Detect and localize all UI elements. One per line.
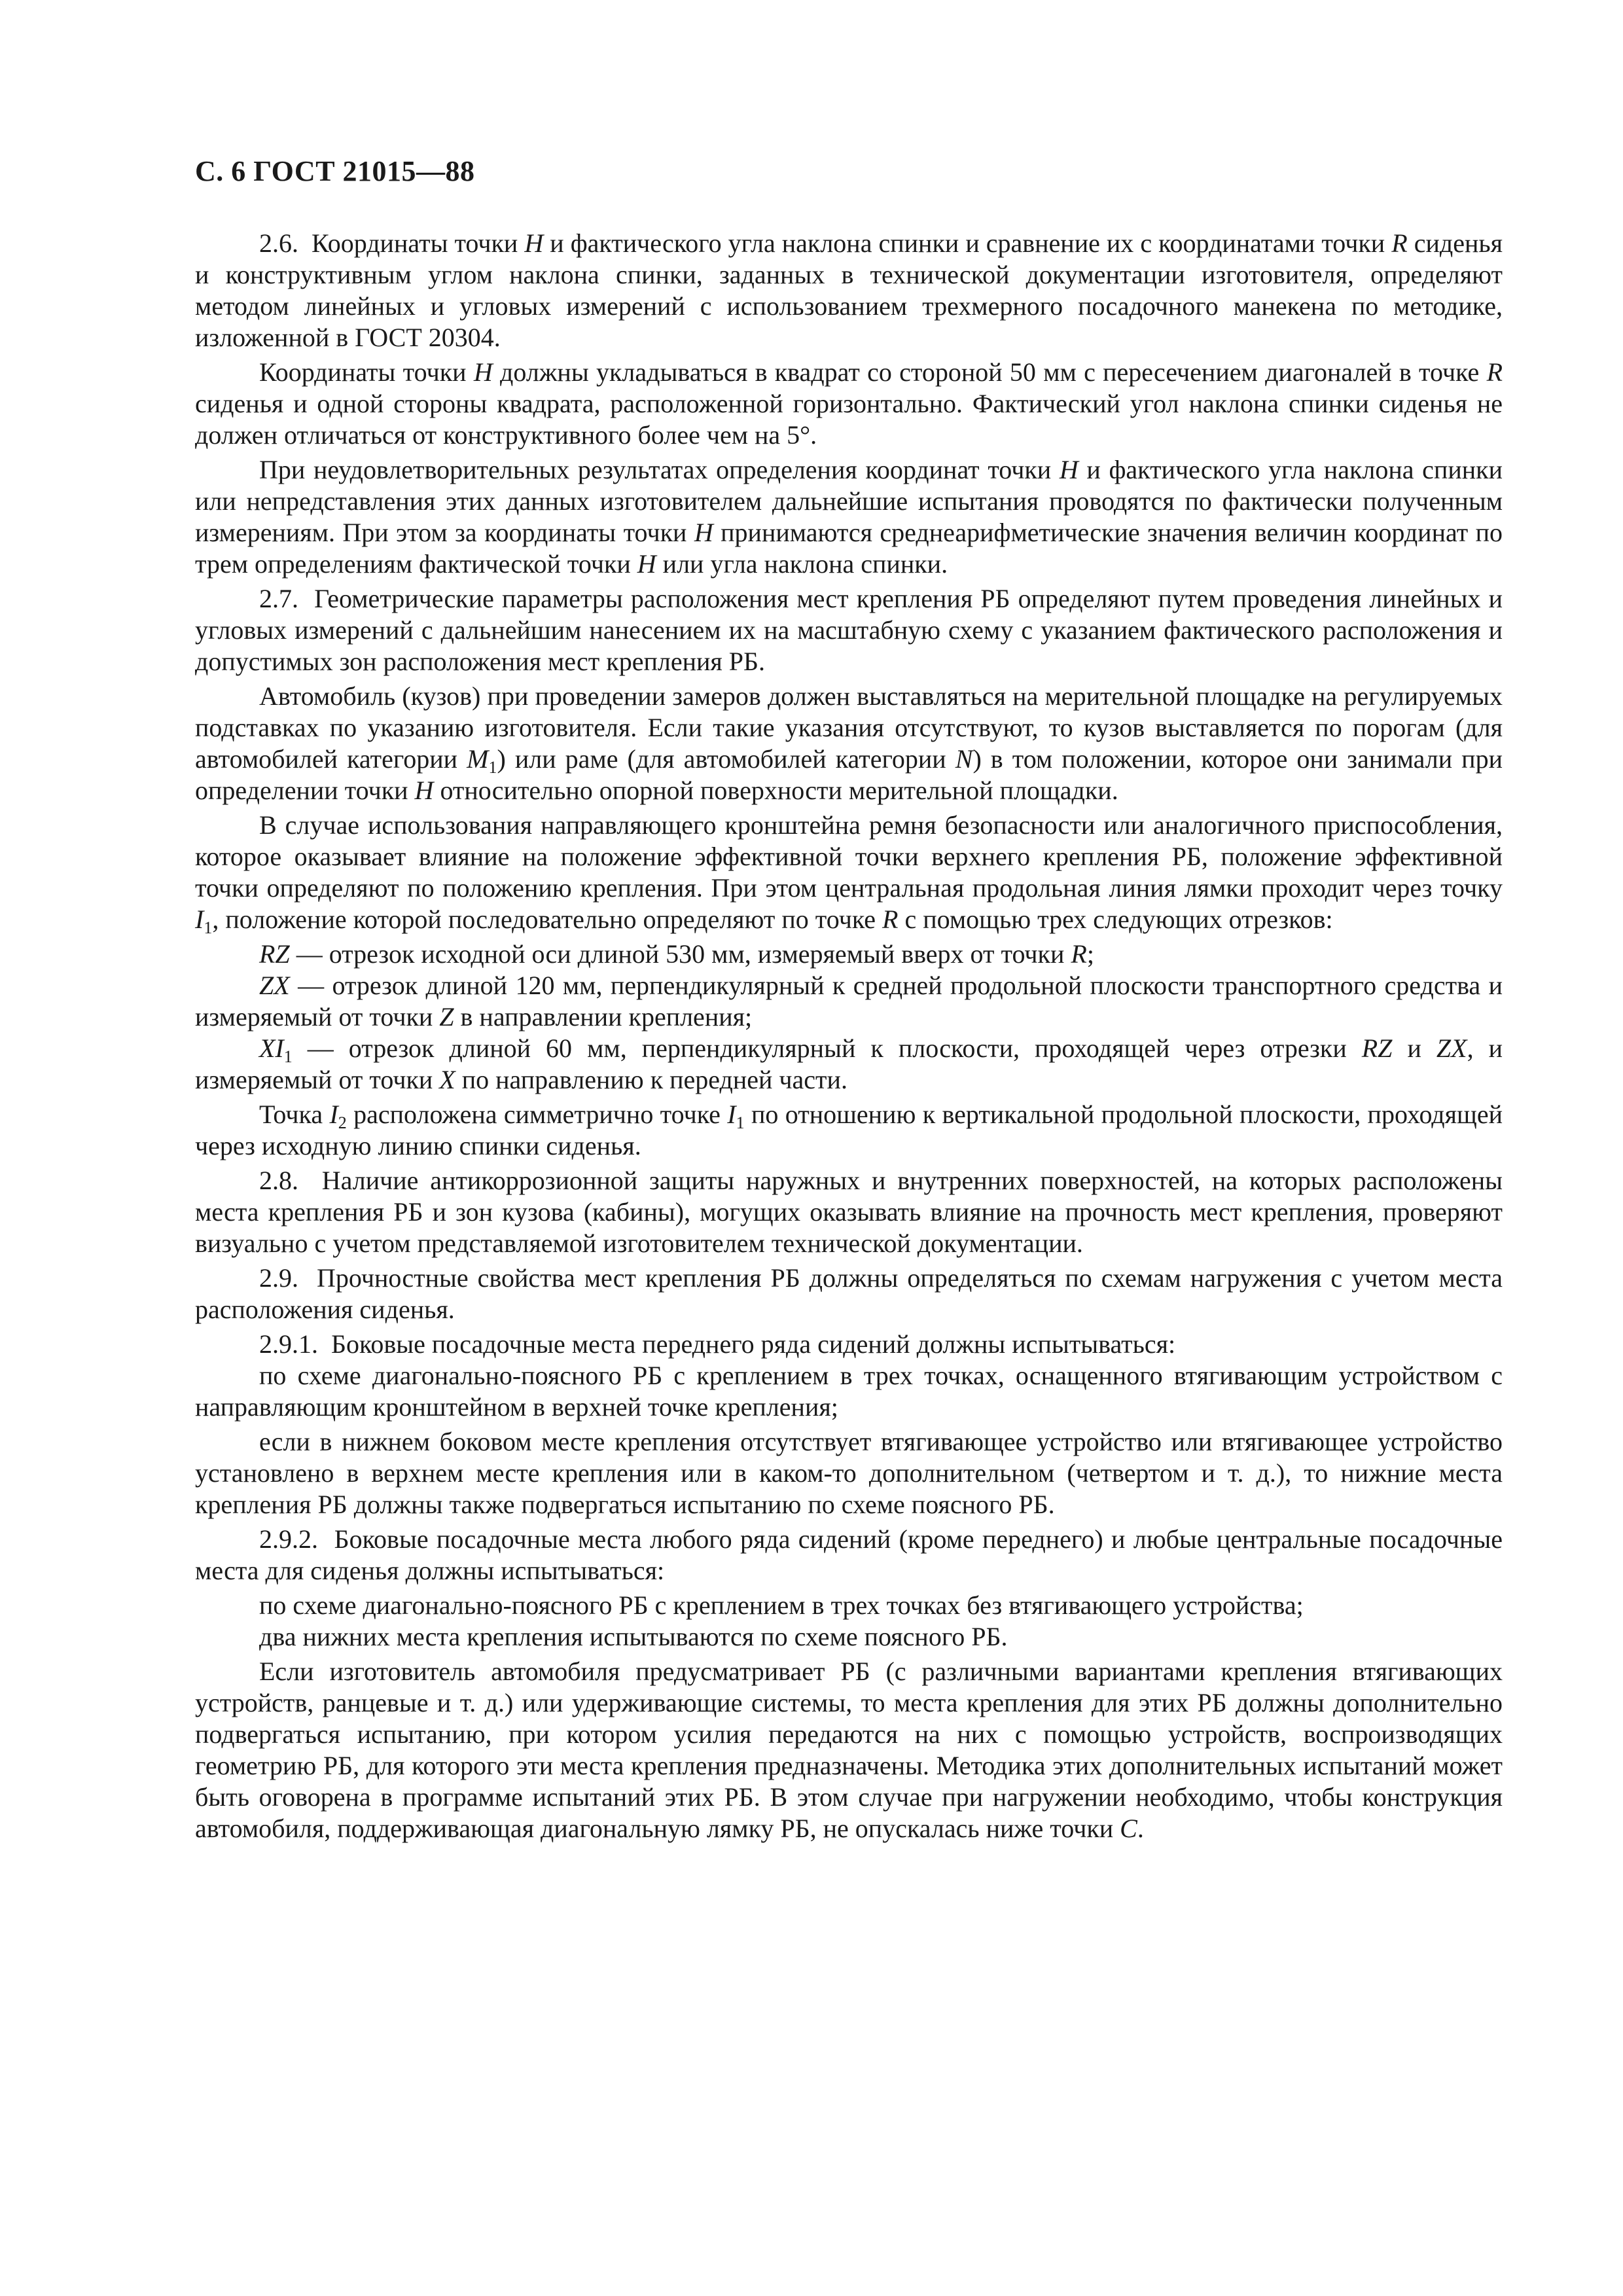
segment-rz: RZ — отрезок исходной оси длиной 530 мм, измеряемый вверх от точки R; xyxy=(259,939,1094,969)
paragraph-h-point-square: Координаты точки H должны укладываться в квадрат со стороной 50 мм с пересечением диагоналей в точке R сиденья и одной стороны квадрата, расположенной горизонтально. Фактический угол наклона спинки сиденья не должен отличаться от конструктивного более чем на 5°. xyxy=(195,357,1503,450)
paragraph-additional-tests: Если изготовитель автомобиля предусматривает РБ (с различными вариантами крепления втягивающих устройств, ранцевые и т. д.) или удерживающие системы, то места крепления для этих РБ должны дополнительно подвергаться испытанию, при котором усилия передаются на них с помощью устройств, воспроизводящих геометрию РБ, для которого эти места крепления предназначены. Методика этих дополнительных испытаний может быть оговорена в программе испытаний этих РБ. В этом случае при нагружении необходимо, чтобы конструкция автомобиля, поддерживающая диагональную лямку РБ, не опускалась ниже точки C. xyxy=(195,1657,1503,1843)
segment-zx: ZX — отрезок длиной 120 мм, перпендикулярный к средней продольной плоскости транспортного средства и измеряемый от точки Z в направлении крепления; xyxy=(195,971,1503,1031)
paragraph-2-9-2: 2.9.2. Боковые посадочные места любого ряда сидений (кроме переднего) и любые центральные посадочные места для сиденья должны испытываться: xyxy=(195,1524,1503,1585)
paragraph-2-8: 2.8. Наличие антикоррозионной защиты наружных и внутренних поверхностей, на которых расположены места крепления РБ и зон кузова (кабины), могущих оказывать влияние на прочность мест крепления, проверяют визуально с учетом представляемой изготовителем технической документации. xyxy=(195,1166,1503,1258)
paragraph-unsatisfactory-results: При неудовлетворительных результатах определения координат точки H и фактического угла наклона спинки или непредставления этих данных изготовителем дальнейшие испытания проводятся по фактически полученным измерениям. При этом за координаты точки H принимаются среднеарифметические значения величин координат по трем определениям фактической точки H или угла наклона спинки. xyxy=(195,455,1503,579)
segment-xi1: $XI_1$ — отрезок длиной 60 мм, перпендикулярный к плоскости, проходящей через отрезки RZ и ZX, и измеряемый от точки X по направлению к передней части. xyxy=(195,1033,1503,1094)
paragraph-two-lower-anchorages: два нижних места крепления испытываются по схеме поясного РБ. xyxy=(259,1622,1008,1651)
paragraph-2-6: 2.6. Координаты точки H и фактического угла наклона спинки и сравнение их с координатами точки R сиденья и конструктивным углом наклона спинки, заданных в технической документации изготовителя, определяют методом линейных и угловых измерений с использованием трехмерного посадочного манекена по методике, изложенной в ГОСТ 20304. xyxy=(195,228,1503,352)
paragraph-three-point-retractor: по схеме диагонально-поясного РБ с креплением в трех точках, оснащенного втягивающим устройством с направляющим кронштейном в верхней точке крепления; xyxy=(195,1361,1503,1422)
paragraph-2-9: 2.9. Прочностные свойства мест крепления РБ должны определяться по схемам нагружения с учетом места расположения сиденья. xyxy=(195,1263,1503,1324)
paragraph-lower-anchorage: если в нижнем боковом месте крепления отсутствует втягивающее устройство или втягивающее устройство установлено в верхнем месте крепления или в каком-то дополнительном (четвертом и т. д.), то нижние места крепления РБ должны также подвергаться испытанию по схеме поясного РБ. xyxy=(195,1427,1503,1519)
paragraph-guide-bracket: В случае использования направляющего кронштейна ремня безопасности или аналогичного приспособления, которое оказывает влияние на положение эффективной точки верхнего крепления РБ, положение эффективной точки определяют по положению крепления. При этом центральная продольная линия лямки проходит через точку $I_1$, положение которой последовательно определяют по точке R с помощью трех следующих отрезков: xyxy=(195,810,1503,937)
paragraph-2-9-1: 2.9.1. Боковые посадочные места переднего ряда сидений должны испытываться: xyxy=(259,1329,1176,1359)
paragraph-vehicle-measurement: Автомобиль (кузов) при проведении замеров должен выставляться на мерительной площадке на регулируемых подставках по указанию изготовителя. Если такие указания отсутствуют, то кузов выставляется по порогам (для автомобилей категории $M_1$) или раме (для автомобилей категории N) в том положении, которое они занимали при определении точки H относительно опорной поверхности мерительной площадки. xyxy=(195,681,1503,805)
paragraph-three-point-no-retractor: по схеме диагонально-поясного РБ с креплением в трех точках без втягивающего устройства; xyxy=(259,1590,1304,1620)
document-body xyxy=(195,228,1503,1848)
paragraph-point-i2: Точка $I_2$ расположена симметрично точке $I_1$ по отношению к вертикальной продольной плоскости, проходящей через исходную линию спинки сиденья. xyxy=(195,1100,1503,1160)
page-header: С. 6 ГОСТ 21015—88 xyxy=(195,155,475,187)
paragraph-2-7: 2.7. Геометрические параметры расположения мест крепления РБ определяют путем проведения линейных и угловых измерений с дальнейшим нанесением их на масштабную схему с указанием фактического расположения и допустимых зон расположения мест крепления РБ. xyxy=(195,584,1503,676)
